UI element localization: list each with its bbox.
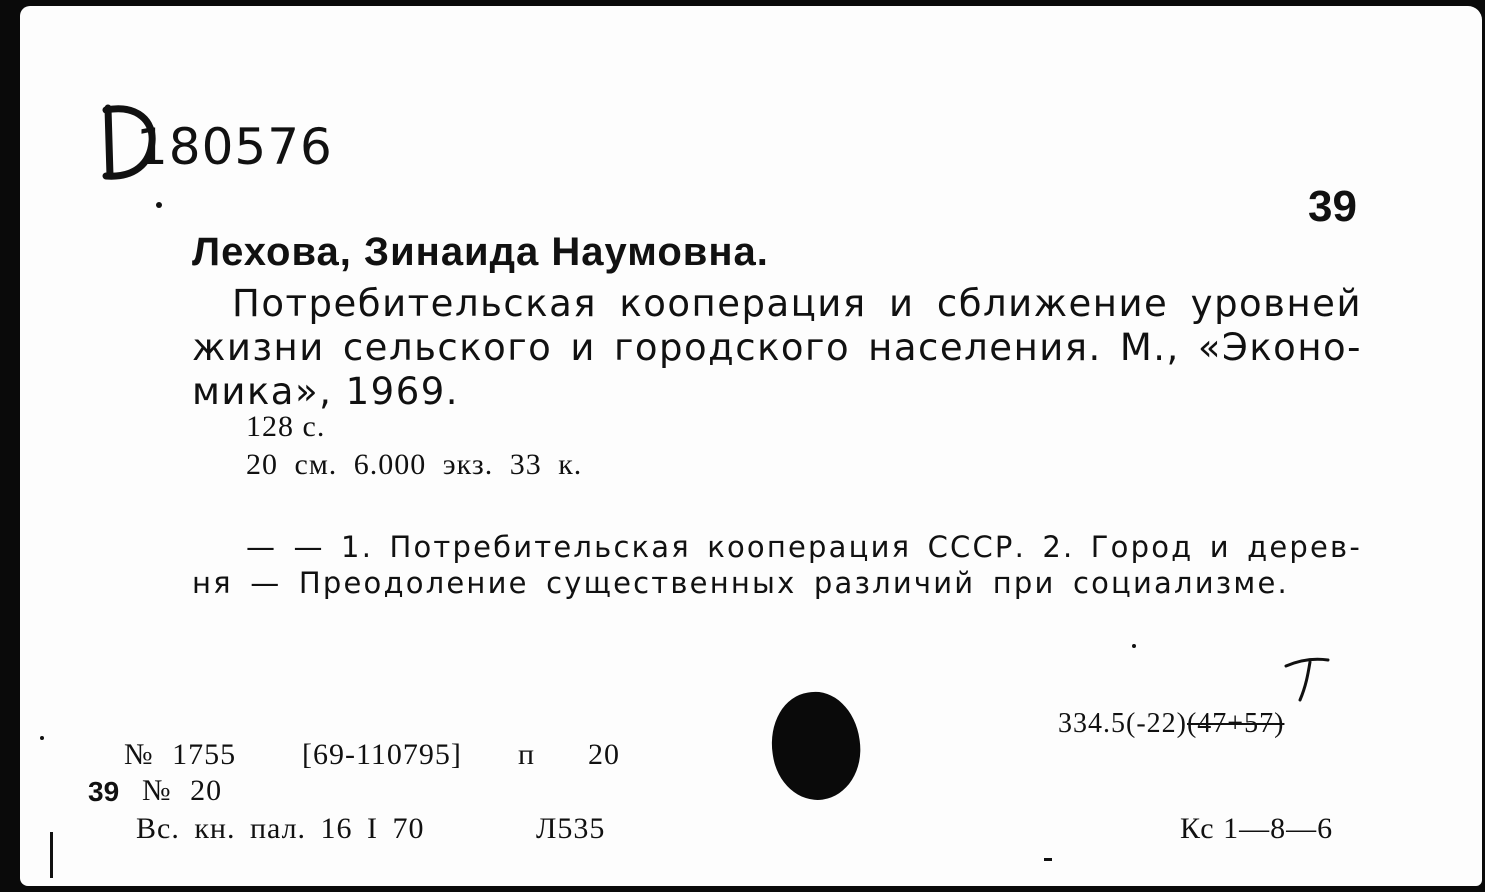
footer-qty: 20 <box>588 738 620 771</box>
subjects-line-2: ня — Преодоление существенных различий при социализме. <box>192 566 1289 600</box>
footer-p: п <box>518 738 536 771</box>
format-edition-price: 20 см. 6.000 экз. 33 к. <box>246 448 583 481</box>
margin-tick <box>50 832 53 878</box>
footer-no: № 1755 <box>124 738 237 771</box>
stray-dot <box>40 736 44 740</box>
small-dot <box>1132 644 1136 648</box>
code-main: 334.5(-22) <box>1058 708 1187 739</box>
classification-code <box>1058 708 1284 740</box>
catalog-card <box>20 6 1482 886</box>
dot-mark <box>156 202 162 208</box>
handwritten-t-mark <box>1282 654 1332 704</box>
footer-bracket: [69-110795] <box>302 738 462 771</box>
footer-chamber: Вс. кн. пал. 16 I 70 <box>136 812 425 845</box>
punched-hole <box>765 686 867 805</box>
footer-code: Л535 <box>536 812 606 845</box>
kc-code: Кс 1—8—6 <box>1180 812 1334 845</box>
stray-dash <box>1044 858 1052 861</box>
author-heading: Лехова, Зинаида Наумовна. <box>192 230 769 274</box>
footer-prefix: 39 <box>88 776 120 807</box>
footer-no-2: № 20 <box>142 774 223 807</box>
pages: 128 с. <box>246 410 326 443</box>
subjects-line-1: — — 1. Потребительская кооперация СССР. 2. Город и дерев- <box>246 530 1362 564</box>
code-struck: (47+57) <box>1186 708 1285 739</box>
title-line-2: жизни сельского и городского населения. М., «Эконо- <box>192 326 1362 369</box>
title-line-1: Потребительская кооперация и сближение уровней <box>232 282 1362 325</box>
shelf-number: 39 <box>1308 182 1357 231</box>
inventory-number: 180576 <box>136 118 333 176</box>
title-line-3: мика», 1969. <box>192 370 460 413</box>
